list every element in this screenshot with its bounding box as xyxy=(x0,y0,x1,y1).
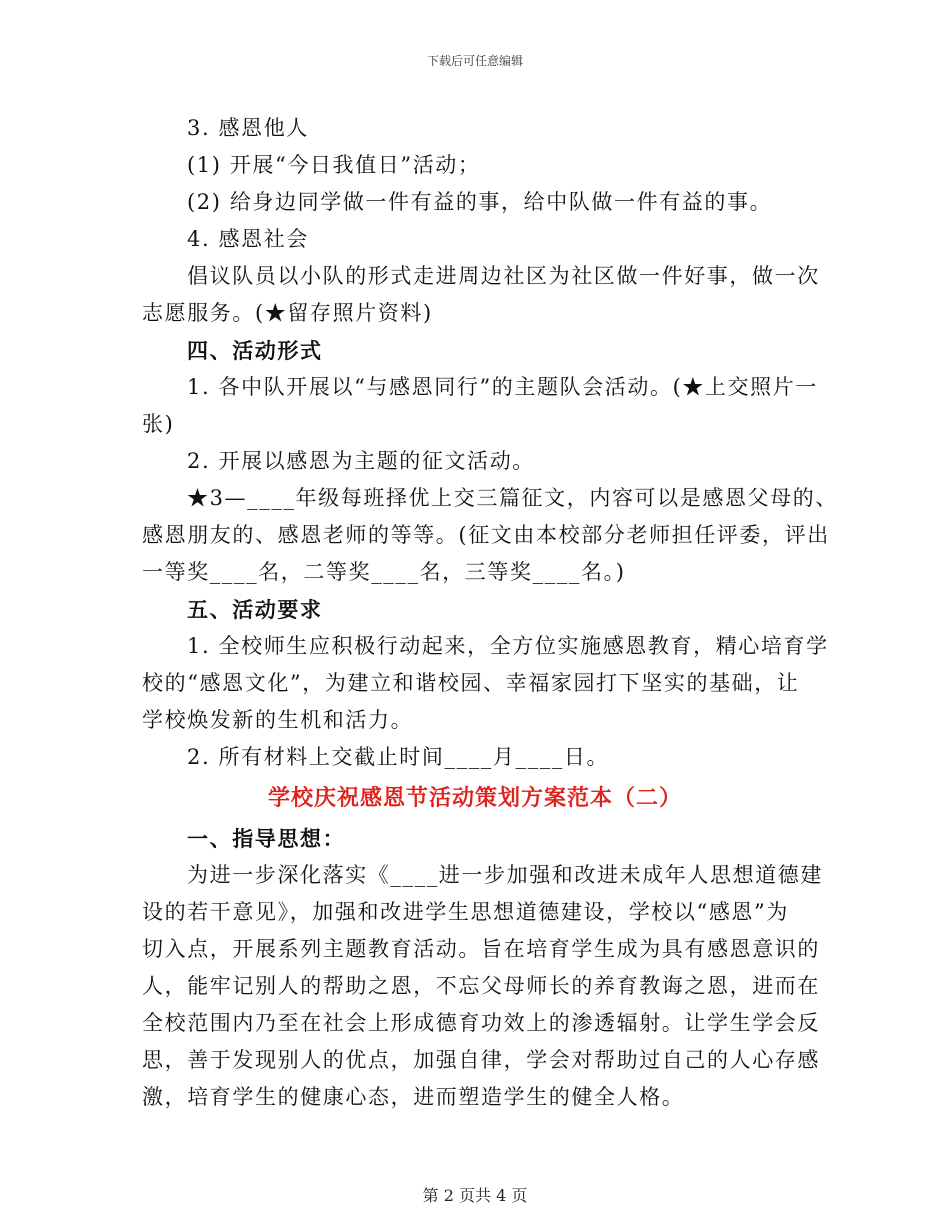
text-line: 一等奖____名，二等奖____名，三等奖____名。) xyxy=(142,560,626,584)
text-line: 1. 全校师生应积极行动起来，全方位实施感恩教育，精心培育学 xyxy=(187,634,829,658)
text-line: 校的“感恩文化”，为建立和谐校园、幸福家园打下坚实的基础，让 xyxy=(142,671,800,695)
text-line: 2. 开展以感恩为主题的征文活动。 xyxy=(187,449,535,473)
text-line: 设的若干意见》，加强和改进学生思想道德建设，学校以“感恩”为 xyxy=(142,900,789,924)
text-line: 四、活动形式 xyxy=(187,338,323,363)
text-line: 倡议队员以小队的形式走进周边社区为社区做一件好事，做一次 xyxy=(187,264,820,288)
text-line: 为进一步深化落实《____进一步加强和改进未成年人思想道德建 xyxy=(187,863,823,887)
text-line: 3. 感恩他人 xyxy=(187,116,309,140)
text-line: (2) 给身边同学做一件有益的事，给中队做一件有益的事。 xyxy=(187,190,773,214)
document-body xyxy=(142,110,838,1116)
text-line: 4. 感恩社会 xyxy=(187,227,309,251)
section-part-2 xyxy=(142,820,823,1116)
text-line: 2. 所有材料上交截止时间____月____日。 xyxy=(187,745,610,769)
text-line: 五、活动要求 xyxy=(187,597,323,622)
text-line: 切入点，开展系列主题教育活动。旨在培育学生成为具有感恩意识的 xyxy=(142,937,820,961)
text-line: 一、指导思想： xyxy=(187,826,346,851)
text-line: 学校焕发新的生机和活力。 xyxy=(142,708,414,732)
text-line: ★3—____年级每班择优上交三篇征文，内容可以是感恩父母的、 xyxy=(187,486,838,510)
text-line: 人，能牢记别人的帮助之恩，不忘父母师长的养育教诲之恩，进而在 xyxy=(142,974,820,998)
text-line: 感恩朋友的、感恩老师的等等。(征文由本校部分老师担任评委，评出 xyxy=(142,523,830,547)
page-footer: 第 2 页共 4 页 xyxy=(422,1186,528,1205)
text-line: 全校范围内乃至在社会上形成德育功效上的渗透辐射。让学生学会反 xyxy=(142,1011,820,1035)
text-line: 张) xyxy=(142,412,175,436)
section-title: 学校庆祝感恩节活动策划方案范本（二） xyxy=(267,785,682,811)
text-line: 1. 各中队开展以“与感恩同行”的主题队会活动。(★上交照片一 xyxy=(187,375,818,399)
text-line: (1) 开展“今日我值日”活动； xyxy=(187,153,481,177)
text-line: 思，善于发现别人的优点，加强自律，学会对帮助过自己的人心存感 xyxy=(142,1048,820,1072)
section-part-1 xyxy=(142,110,838,776)
text-line: 激，培育学生的健康心态，进而塑造学生的健全人格。 xyxy=(142,1085,685,1109)
page-header: 下载后可任意编辑 xyxy=(426,54,523,68)
text-line: 志愿服务。(★留存照片资料) xyxy=(142,301,433,325)
